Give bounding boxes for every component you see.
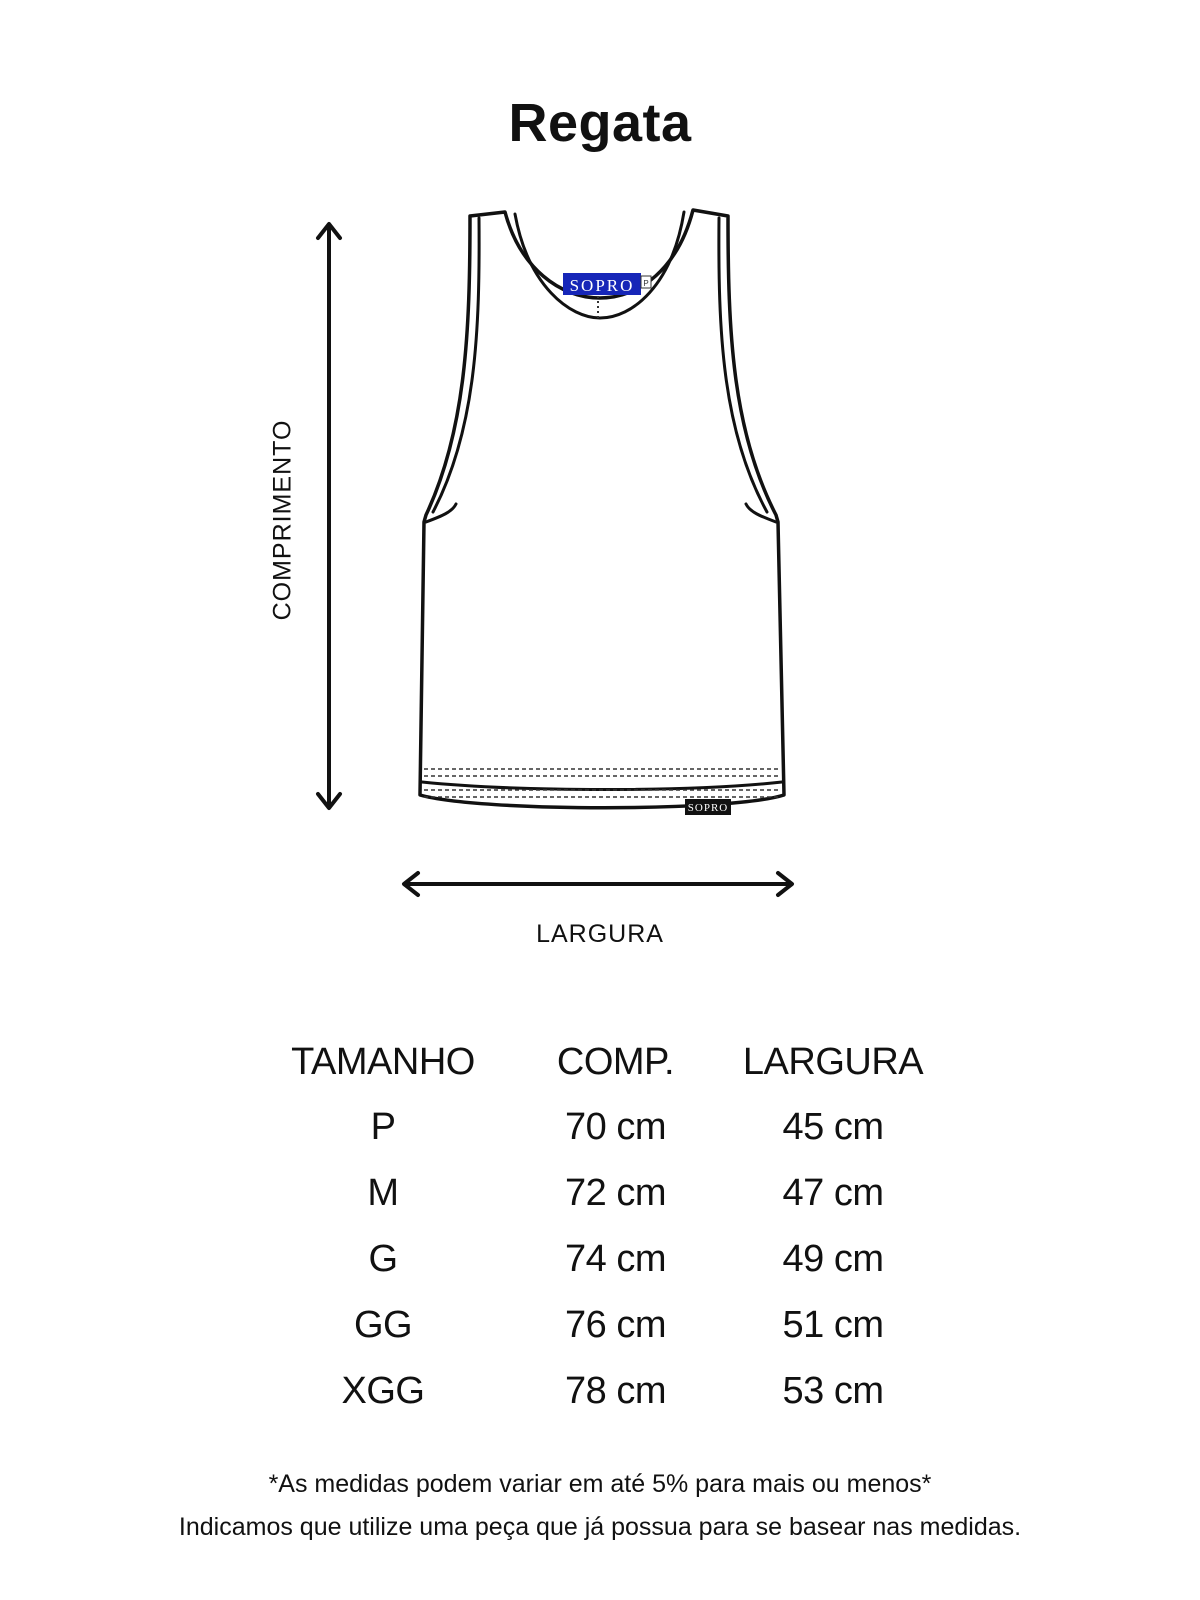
cell-size: GG bbox=[353, 1303, 413, 1346]
header-width: LARGURA bbox=[742, 1040, 924, 1083]
size-label-text: P bbox=[643, 279, 649, 288]
cell-width: 45 cm bbox=[782, 1105, 884, 1148]
cell-width: 47 cm bbox=[782, 1171, 884, 1214]
cell-length: 78 cm bbox=[565, 1369, 666, 1412]
size-table bbox=[268, 1030, 933, 1424]
length-arrow bbox=[318, 224, 340, 808]
hem-tag bbox=[685, 799, 731, 815]
cell-size: G bbox=[368, 1237, 398, 1280]
measurement-notes bbox=[0, 1463, 1200, 1549]
cell-size: XGG bbox=[341, 1369, 425, 1412]
width-arrow bbox=[404, 873, 792, 895]
cell-length: 76 cm bbox=[565, 1303, 666, 1346]
page-title: Regata bbox=[508, 93, 692, 153]
cell-size: M bbox=[367, 1171, 399, 1214]
header-size: TAMANHO bbox=[291, 1040, 475, 1083]
tank-top-outline bbox=[420, 210, 784, 808]
cell-length: 74 cm bbox=[565, 1237, 666, 1280]
brand-label-text: SOPRO bbox=[569, 276, 635, 295]
cell-width: 51 cm bbox=[782, 1303, 884, 1346]
table-row bbox=[268, 1094, 933, 1160]
cell-width: 53 cm bbox=[782, 1369, 884, 1412]
note-variation: *As medidas podem variar em até 5% para mais ou menos* bbox=[268, 1470, 932, 1498]
length-label: COMPRIMENTO bbox=[268, 419, 297, 621]
table-row bbox=[268, 1292, 933, 1358]
cell-size: P bbox=[370, 1105, 396, 1148]
header-length: COMP. bbox=[556, 1040, 675, 1083]
width-label: LARGURA bbox=[536, 920, 664, 948]
table-row bbox=[268, 1358, 933, 1424]
table-row bbox=[268, 1160, 933, 1226]
hem-tag-text: SOPRO bbox=[687, 802, 729, 814]
brand-label bbox=[563, 273, 651, 295]
cell-width: 49 cm bbox=[782, 1237, 884, 1280]
table-header-row bbox=[268, 1030, 933, 1094]
cell-length: 70 cm bbox=[565, 1105, 666, 1148]
note-recommendation: Indicamos que utilize uma peça que já possua para se basear nas medidas. bbox=[178, 1513, 1022, 1541]
table-row bbox=[268, 1226, 933, 1292]
cell-length: 72 cm bbox=[565, 1171, 666, 1214]
